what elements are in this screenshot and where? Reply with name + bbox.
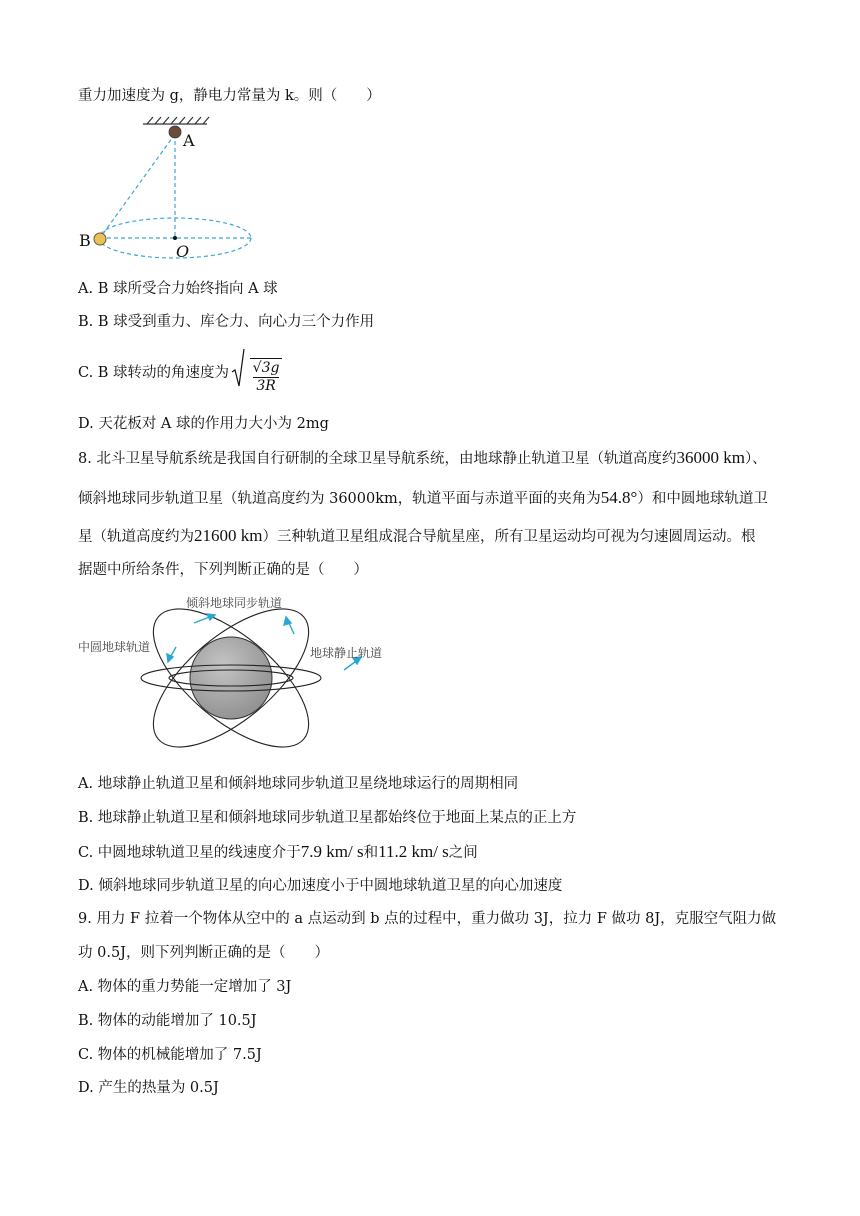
ball-a (169, 126, 181, 138)
q8-line-1-text: 8. 北斗卫星导航系统是我国自行研制的全球卫星导航系统，由地球静止轨道卫星（轨道高度约 (78, 451, 677, 467)
q8-line-2-text: 倾斜地球同步轨道卫星（轨道高度约为 36000km，轨道平面与赤道平面的夹角为 (78, 491, 601, 507)
q8-option-c-and: 和 (363, 845, 379, 861)
string-ab (100, 134, 175, 238)
q8-option-c-speed-2: 11.2 km/ s (378, 842, 449, 861)
pendulum-figure (75, 112, 265, 262)
q8-line-4: 据题中所给条件，下列判断正确的是（ ） (78, 562, 368, 578)
label-geo-orbit: 地球静止轨道 (310, 646, 383, 660)
q8-line-2-end: ）和中圆地球轨道卫 (637, 491, 768, 507)
q8-option-b: B. 地球静止轨道卫星和倾斜地球同步轨道卫星都始终位于地面上某点的正上方 (78, 810, 577, 826)
q8-line-3-number: 21600 km (194, 526, 263, 545)
q7-option-a: A. B 球所受合力始终指向 A 球 (78, 281, 278, 297)
label-inclined-orbit: 倾斜地球同步轨道 (186, 596, 283, 610)
frac-denominator: 3R (256, 378, 276, 394)
q9-option-a: A. 物体的重力势能一定增加了 3J (78, 979, 292, 995)
q9-line-1: 9. 用力 F 拉着一个物体从空中的 a 点运动到 b 点的过程中，重力做功 3J，拉力 F 做功 8J，克服空气阻力做 (78, 911, 777, 927)
q8-line-2-number: 54.8° (600, 488, 638, 507)
q8-line-1 (78, 448, 767, 469)
frac-numerator: √3g (252, 360, 280, 376)
q8-option-a: A. 地球静止轨道卫星和倾斜地球同步轨道卫星绕地球运行的周期相同 (78, 776, 519, 792)
q8-option-c (78, 842, 478, 863)
q9-line-2: 功 0.5J，则下列判断正确的是（ ） (78, 945, 329, 961)
label-b: B (79, 231, 91, 250)
label-o: O (176, 242, 190, 261)
q8-line-3-end: ）三种轨道卫星组成混合导航星座，所有卫星运动均可视为匀速圆周运动。根 (262, 529, 756, 545)
label-medium-orbit: 中圆地球轨道 (78, 640, 151, 654)
q8-line-1-end: ）、 (744, 451, 767, 467)
intro-line: 重力加速度为 g，静电力常量为 k。则（ ） (78, 88, 381, 104)
sqrt-expression (231, 348, 282, 395)
q7-option-d: D. 天花板对 A 球的作用力大小为 2mg (78, 416, 329, 432)
orbit-figure (76, 588, 396, 760)
q8-option-c-speed-1: 7.9 km/ s (300, 842, 364, 861)
q8-line-3-text: 星（轨道高度约为 (78, 529, 194, 545)
q8-option-d: D. 倾斜地球同步轨道卫星的向心加速度小于中圆地球轨道卫星的向心加速度 (78, 878, 563, 894)
ceiling-hatch (143, 117, 209, 124)
q8-option-c-end: 之间 (448, 845, 478, 861)
q7-option-b: B. B 球受到重力、库仑力、向心力三个力作用 (78, 314, 375, 330)
q8-line-2 (78, 488, 768, 509)
q9-option-b: B. 物体的动能增加了 10.5J (78, 1013, 257, 1029)
earth (190, 637, 272, 719)
point-o (173, 236, 177, 240)
q7-option-c (78, 348, 282, 395)
q9-option-c: C. 物体的机械能增加了 7.5J (78, 1047, 262, 1063)
q8-line-3 (78, 526, 755, 547)
q8-option-c-text: C. 中圆地球轨道卫星的线速度介于 (78, 845, 301, 861)
ball-b (94, 233, 106, 245)
q9-option-d: D. 产生的热量为 0.5J (78, 1080, 219, 1096)
label-a: A (183, 131, 195, 150)
q7-option-c-text: C. B 球转动的角速度为 (78, 365, 230, 381)
q8-line-1-number: 36000 km (676, 448, 745, 467)
